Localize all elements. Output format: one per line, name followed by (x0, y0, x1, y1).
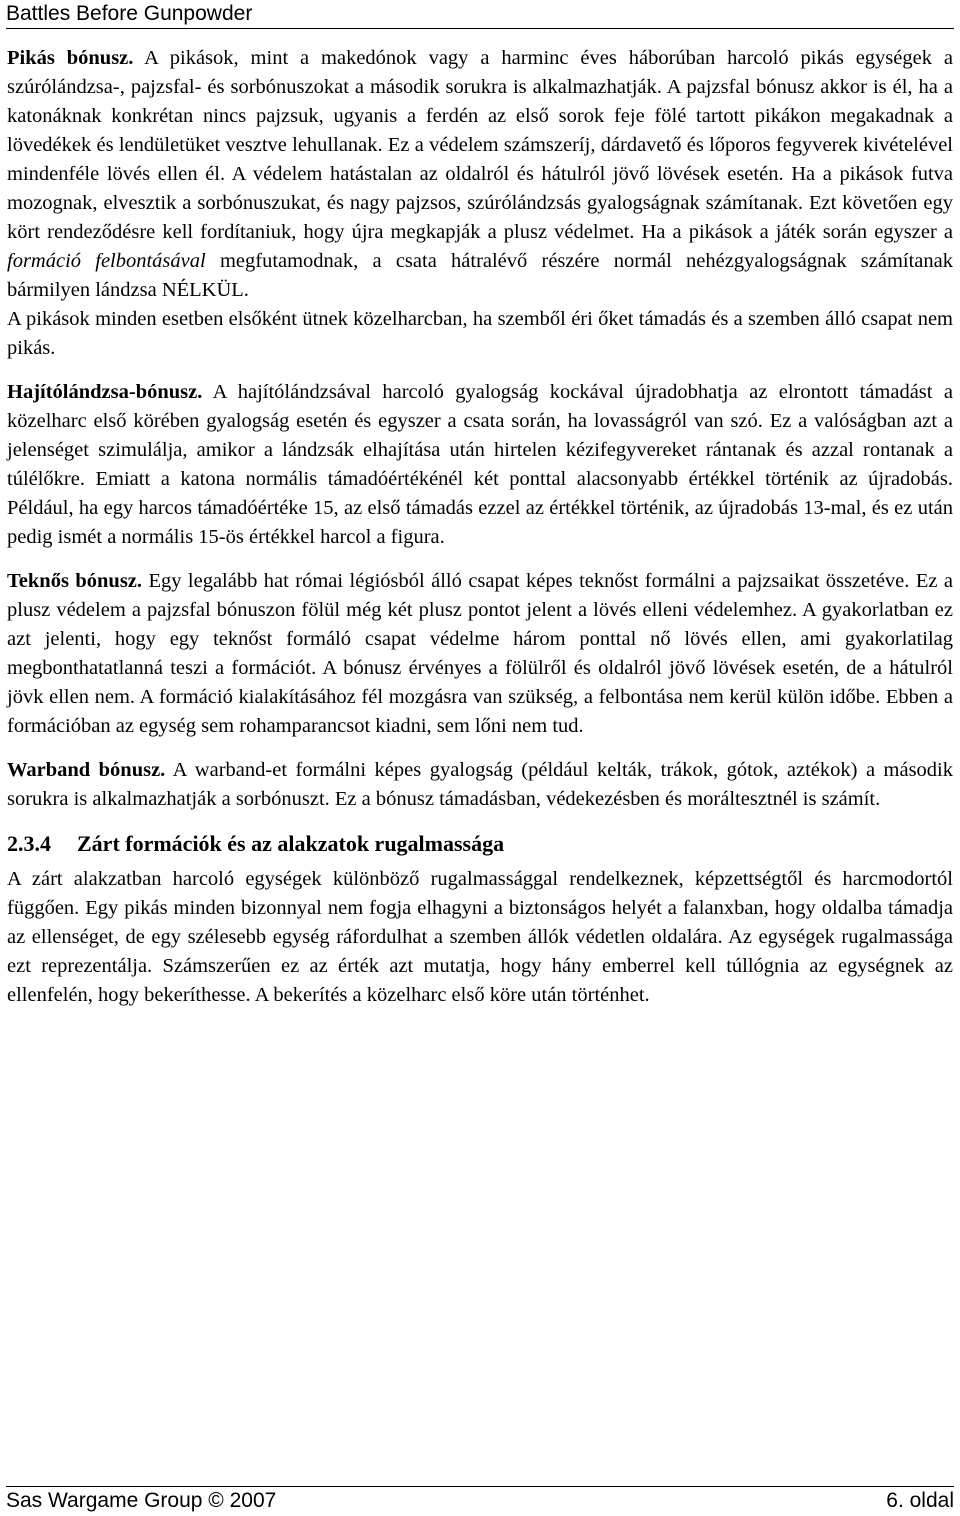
paragraph-text: Egy legalább hat római légiósból álló csapat képes teknőst formálni a pajzsaikat összetéve. Ez a plusz védelem a pajzsfal bónuszon fölül még két plusz pontot jelent a lövés elleni védelemhez. A gyakorlatban ez azt jelenti, hogy egy teknőst formáló csapat védelme három ponttal nő lövés ellen, ami gyakorlatilag megbonthatatlanná teszi a formációt. A bónusz érvényes a fölülről és oldalról jövő lövések esetén, de a hátulról jövk ellen nem. A formáció kialakításához fél mozgásra van szükség, a felbontása nem kerül külön időbe. Ebben a formációban az egység sem rohamparancsot kiadni, sem lőni nem tud. (7, 570, 953, 737)
page-header (6, 0, 954, 29)
page-number: 6. oldal (886, 1489, 954, 1512)
paragraph-lead: Teknős bónusz. (7, 570, 143, 592)
paragraph-pikas-bonus (7, 44, 953, 305)
paragraph-text: A hajítólándzsával harcoló gyalogság kockával újradobhatja az elrontott támadást a közelharc első körében gyalogság esetén és egyszer a csata során, ha lovasságról van szó. Ez a valóságban azt a jelenséget szimulálja, amikor a lándzsák elhajítása után hirtelen kézifegyvereket rántanak és azzal rontanak a túlélőkre. Emiatt a katona normális támadóértékénél két ponttal alacsonyabb értékkel történik az újradobás. Például, ha egy harcos támadóértéke 15, az első támadás ezzel az értékkel történik, az újradobás 13-mal, és ez után pedig ismét a normális 15-ös értékkel harcol a figura. (7, 381, 953, 548)
section-title: Zárt formációk és az alakzatok rugalmassága (77, 831, 505, 856)
paragraph-teknos-bonus (7, 567, 953, 741)
paragraph-text: megfutamodnak, a csata hátralévő részére normál nehézgyalogságnak számítanak bármilyen lándzsa NÉLKÜL. (7, 250, 953, 301)
paragraph-zart-formacio: A zárt alakzatban harcoló egységek különböző rugalmassággal rendelkeznek, képzettségtől és harcmodortól függően. Egy pikás minden bizonnyal nem fogja elhagyni a biztonságos helyét a falanxban, hogy oldalba támadja az ellenséget, de egy szélesebb egység ráfordulhat a szemben állók védetlen oldalára. Az egységek rugalmassága ezt reprezentálja. Számszerűen ez az érték azt mutatja, hogy hány emberrel kell túllógnia az egységnek az ellenfelén, hogy bekeríthesse. A bekerítés a közelharc első köre után történhet. (7, 868, 953, 1006)
paragraph-lead: Hajítólándzsa-bónusz. (7, 381, 203, 403)
paragraph-hajito-bonus (7, 378, 953, 552)
section-heading (7, 829, 953, 859)
paragraph-lead: Pikás bónusz. (7, 47, 134, 69)
paragraph-text: A pikások, mint a makedónok vagy a harminc éves háborúban harcoló pikás egységek a szúrólándzsa-, pajzsfal- és sorbónuszokat a második sorukra is alkalmazhatják. A pajzsfal bónusz akkor is él, ha a katonáknak konkrétan nincs pajzsuk, ugyanis a ferdén az első sorok feje fölé tartott pikákon megakadnak a lövedékek és lendületüket vesztve lehullanak. Ez a védelem számszeríj, dárdavető és lőporos fegyverek kivételével mindenféle lövés ellen él. A védelem hatástalan az oldalról és hátulról jövő lövések esetén. Ha a pikások futva mozognak, elvesztik a sorbónuszukat, és nagy pajzsos, szúrólándzsás gyalogságnak számítanak. Ezt követően egy kört rendeződésre kell fordítaniuk, hogy újra megkapják a plusz védelmet. Ha a pikások a játék során egyszer a (7, 47, 953, 243)
paragraph-text: A warband-et formálni képes gyalogság (például kelták, trákok, gótok, aztékok) a második sorukra is alkalmazhatják a sorbónuszt. Ez a bónusz támadásban, védekezésben és moráltesztnél is számít. (7, 759, 953, 810)
page-footer (6, 1486, 954, 1516)
page-content (7, 44, 953, 1010)
paragraph-pikas-first-strike: A pikások minden esetben elsőként ütnek közelharcban, ha szemből éri őket támadás és a szemben álló csapat nem pikás. (7, 308, 953, 359)
paragraph-warband-bonus (7, 756, 953, 814)
footer-copyright: Sas Wargame Group © 2007 (6, 1489, 277, 1512)
document-title: Battles Before Gunpowder (6, 2, 253, 25)
paragraph-lead: Warband bónusz. (7, 759, 166, 781)
italic-term: formáció felbontásával (7, 250, 206, 272)
section-number: 2.3.4 (7, 831, 51, 856)
